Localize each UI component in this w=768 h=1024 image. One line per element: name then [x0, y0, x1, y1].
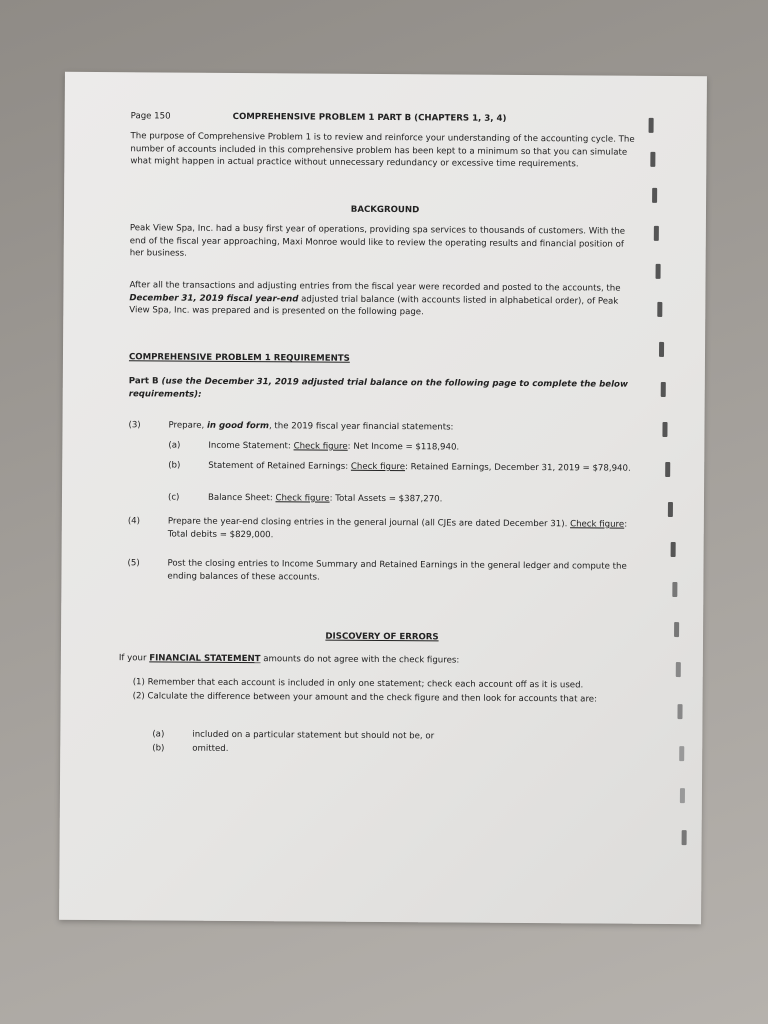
- binding-hole: [662, 422, 667, 437]
- intro-paragraph: The purpose of Comprehensive Problem 1 is to review and reinforce your understanding of the accounting cycle. The number of accounts included in this comprehensive problem has been kept to a minimum so that you can simulate what might happen in actual practice without unnecessary redundancy or excessive time requirements.: [130, 131, 635, 170]
- item-number: (a): [168, 440, 181, 451]
- check-figure-label: Check figure: [350, 461, 406, 473]
- text: Statement of Retained Earnings:: [208, 460, 351, 472]
- background-heading: BACKGROUND: [350, 204, 420, 216]
- binding-hole: [677, 704, 682, 719]
- text: Income Statement:: [208, 440, 294, 452]
- page-number: Page 150: [130, 111, 171, 122]
- item-number: (a): [152, 729, 165, 740]
- requirement-3: [128, 419, 638, 435]
- binding-hole: [682, 830, 687, 845]
- item-number: (c): [167, 492, 180, 503]
- text: , the 2019 fiscal year financial statements:: [268, 421, 454, 433]
- requirement-3c: [168, 491, 638, 507]
- errors-heading: DISCOVERY OF ERRORS: [325, 631, 439, 643]
- document-page: [59, 72, 707, 924]
- item-number: (b): [168, 460, 181, 471]
- item-number: (b): [152, 743, 165, 754]
- binding-hole: [672, 582, 677, 597]
- text: Balance Sheet:: [207, 492, 276, 504]
- binding-hole: [680, 788, 685, 803]
- binding-holes: [65, 72, 707, 76]
- requirement-5: [127, 557, 637, 586]
- binding-hole: [652, 188, 657, 203]
- text: : Net Income = $118,940.: [347, 441, 460, 453]
- text: : Retained Earnings, December 31, 2019 = $78,940.: [405, 462, 631, 474]
- check-figure-label: Check figure: [275, 493, 330, 504]
- text-emphasis: (use the December 31, 2019 adjusted trial balance on the following page to complete the below requirements):: [128, 376, 628, 400]
- text: Part B: [128, 376, 162, 387]
- errors-intro: [119, 652, 629, 668]
- binding-hole: [650, 152, 655, 167]
- check-figure-label: Check figure: [293, 441, 348, 452]
- text-emphasis: FINANCIAL STATEMENT: [149, 653, 261, 665]
- text: Prepare the year-end closing entries in the general journal (all CJEs are dated December 31).: [167, 516, 571, 530]
- text: If your: [118, 653, 150, 664]
- binding-hole: [661, 382, 666, 397]
- text: amounts do not agree with the check figures:: [260, 654, 460, 666]
- binding-hole: [649, 118, 654, 133]
- item-number: (3): [128, 420, 141, 431]
- binding-hole: [679, 746, 684, 761]
- item-number: (5): [127, 558, 140, 569]
- requirements-heading: COMPREHENSIVE PROBLEM 1 REQUIREMENTS: [128, 352, 350, 364]
- text: : Total debits = $829,000.: [167, 519, 628, 540]
- background-paragraph-1: Peak View Spa, Inc. had a busy first year of operations, providing spa services to thousands of customers. With the end of the fiscal year approaching, Maxi Monroe would like to review the operating results and financial position of her business.: [129, 223, 626, 259]
- requirement-3b: [168, 459, 638, 475]
- binding-hole: [676, 662, 681, 677]
- text: Prepare,: [168, 420, 208, 431]
- requirement-4: [128, 515, 638, 544]
- binding-hole: [659, 342, 664, 357]
- binding-hole: [668, 502, 673, 517]
- text: included on a particular statement but should not be, or: [192, 729, 435, 742]
- text: : Total Assets = $387,270.: [329, 493, 443, 505]
- text: adjusted trial balance (with accounts listed in alphabetical order), of Peak View Spa, Inc. was prepared and is presented on the following page.: [129, 293, 619, 318]
- part-b-intro: [129, 375, 639, 404]
- errors-item-2: (2) Calculate the difference between your amount and the check figure and then look for accounts that are:: [132, 691, 598, 705]
- page-title: COMPREHENSIVE PROBLEM 1 PART B (CHAPTERS 1, 3, 4): [232, 111, 507, 124]
- requirement-3a: [168, 440, 638, 456]
- text: omitted.: [192, 743, 229, 754]
- text-emphasis: December 31, 2019 fiscal year-end: [129, 292, 299, 304]
- check-figure-label: Check figure: [570, 519, 625, 530]
- errors-item-b: [152, 742, 662, 758]
- binding-hole: [657, 302, 662, 317]
- binding-hole: [654, 226, 659, 241]
- text: After all the transactions and adjusting entries from the fiscal year were recorded and posted to the accounts, the: [129, 280, 621, 294]
- binding-hole: [665, 462, 670, 477]
- binding-hole: [674, 622, 679, 637]
- background-paragraph-2: [129, 279, 639, 320]
- errors-item-1: (1) Remember that each account is included in only one statement; check each account off as it is used.: [132, 677, 584, 691]
- text: Post the closing entries to Income Summary and Retained Earnings in the general ledger and compute the ending balances of these accounts.: [167, 558, 627, 583]
- binding-hole: [671, 542, 676, 557]
- text-emphasis: in good form: [206, 420, 270, 432]
- item-number: (4): [127, 516, 141, 527]
- page-header: [131, 110, 641, 126]
- binding-hole: [656, 264, 661, 279]
